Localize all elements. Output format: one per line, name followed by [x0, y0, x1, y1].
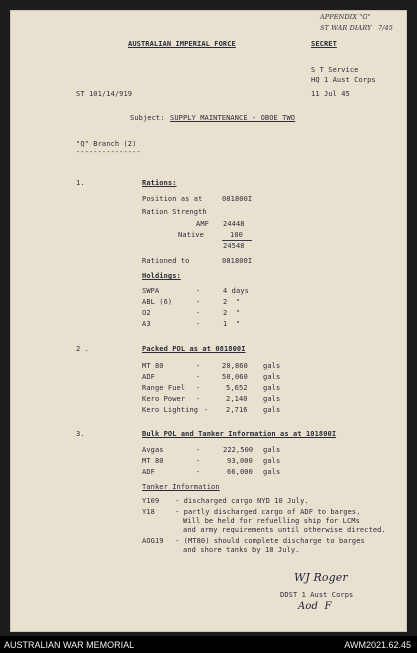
tanker-text-continued: and shore tanks by 18 July. — [183, 546, 300, 554]
addressee-underline: --------------- — [76, 148, 141, 156]
holding-label: ABL (6) — [142, 298, 173, 306]
bulk-row-unit: gals — [263, 457, 281, 465]
section-2-number: 2 . — [76, 345, 89, 353]
addressee: "Q" Branch (2) — [76, 140, 137, 148]
bulk-row-value: 93,000 — [227, 457, 253, 465]
unit-line-2: HQ 1 Aust Corps — [311, 76, 376, 84]
holding-dash: - — [196, 287, 201, 295]
section-1-number: 1. — [76, 179, 85, 187]
holding-dash: - — [196, 320, 201, 328]
handwritten-war-diary-note: ST WAR DIARY 7/45 — [320, 24, 394, 32]
handwritten-initials: Aod F — [298, 601, 332, 612]
strength-total: 24548 — [223, 242, 245, 250]
reference-number: ST 101/14/919 — [76, 90, 133, 98]
strength-row-value: 100 — [230, 231, 243, 239]
pol-row-label: Kero Lighting — [142, 406, 199, 414]
unit-line-1: S T Service — [311, 66, 359, 74]
subject-label: Subject: — [130, 114, 165, 122]
handwritten-signature: WJ Roger — [294, 571, 348, 584]
pol-row-label: ADF — [142, 373, 155, 381]
bulk-row-label: ADF — [142, 468, 155, 476]
tanker-text: - partly discharged cargo of ADF to barges. — [175, 508, 361, 516]
pol-row-value: 2,140 — [226, 395, 248, 403]
pol-row-unit: gals — [263, 362, 281, 370]
holding-label: SWPA — [142, 287, 160, 295]
pol-row-dash: - — [196, 384, 201, 392]
holding-dash: - — [196, 309, 201, 317]
signature-block: DDST 1 Aust Corps — [280, 591, 354, 599]
holding-value: 4 days — [223, 287, 249, 295]
pol-row-value: 2,716 — [226, 406, 248, 414]
tanker-text: - (MT80) should complete discharge to barges — [175, 537, 365, 545]
document-date: 11 Jul 45 — [311, 90, 350, 98]
pol-row-value: 5,652 — [226, 384, 248, 392]
holding-value: 1 " — [223, 320, 241, 328]
pol-row-dash: - — [196, 395, 201, 403]
position-label: Position as at — [142, 195, 203, 203]
tanker-id: Y18 — [142, 508, 155, 516]
holding-value: 2 " — [223, 309, 241, 317]
tanker-id: Y109 — [142, 497, 160, 505]
position-value: 081800I — [222, 195, 253, 203]
document-title: AUSTRALIAN IMPERIAL FORCE — [128, 40, 236, 48]
strength-row-label: Native — [178, 231, 204, 239]
pol-row-unit: gals — [263, 395, 281, 403]
tanker-text: - discharged cargo NYD 10 July. — [175, 497, 309, 505]
holding-label: O2 — [142, 309, 151, 317]
tanker-text-continued: and army requirements until otherwise directed. — [183, 526, 386, 534]
document-page — [10, 10, 407, 632]
pol-row-value: 50,060 — [222, 373, 248, 381]
bulk-row-value: 66,000 — [227, 468, 253, 476]
bulk-row-label: Avgas — [142, 446, 164, 454]
section-2-heading: Packed POL as at 081800I — [142, 345, 246, 353]
ration-strength-label: Ration Strength — [142, 208, 207, 216]
pol-row-value: 20,860 — [222, 362, 248, 370]
pol-row-label: Kero Power — [142, 395, 186, 403]
section-3-number: 3. — [76, 430, 85, 438]
archive-name: AUSTRALIAN WAR MEMORIAL — [4, 640, 135, 650]
tanker-heading: Tanker Information — [142, 483, 220, 491]
bulk-row-label: MT 80 — [142, 457, 164, 465]
strength-row-value: 24448 — [223, 220, 245, 228]
tanker-text-continued: Will be held for refuelling ship for LCMs — [183, 517, 360, 525]
classification-label: SECRET — [311, 40, 337, 48]
handwritten-appendix-note: APPENDIX "G" — [320, 13, 371, 21]
archive-reference: AWM2021.62.45 — [344, 640, 411, 650]
holding-value: 2 " — [223, 298, 241, 306]
subject-text: SUPPLY MAINTENANCE - OBOE TWO — [170, 114, 296, 122]
bulk-row-value: 222,500 — [223, 446, 254, 454]
strength-row-label: AMF — [196, 220, 209, 228]
bulk-row-unit: gals — [263, 468, 281, 476]
pol-row-unit: gals — [263, 384, 281, 392]
bulk-row-unit: gals — [263, 446, 281, 454]
pol-row-dash: - — [196, 362, 201, 370]
pol-row-label: Range Fuel — [142, 384, 186, 392]
rationed-to-value: 081800I — [222, 257, 253, 265]
holdings-heading: Holdings: — [142, 272, 181, 280]
section-3-heading: Bulk POL and Tanker Information as at 101800I — [142, 430, 337, 438]
bulk-row-dash: - — [196, 446, 201, 454]
holding-label: A3 — [142, 320, 151, 328]
rationed-to-label: Rationed to — [142, 257, 190, 265]
pol-row-unit: gals — [263, 373, 281, 381]
pol-row-dash: - — [196, 373, 201, 381]
bulk-row-dash: - — [196, 468, 201, 476]
holding-dash: - — [196, 298, 201, 306]
bulk-row-dash: - — [196, 457, 201, 465]
pol-row-dash: - — [204, 406, 209, 414]
archive-footer — [0, 636, 417, 653]
strength-total-rule — [222, 240, 252, 241]
section-1-heading: Rations: — [142, 179, 177, 187]
pol-row-label: MT 80 — [142, 362, 164, 370]
pol-row-unit: gals — [263, 406, 281, 414]
tanker-id: AOG19 — [142, 537, 164, 545]
